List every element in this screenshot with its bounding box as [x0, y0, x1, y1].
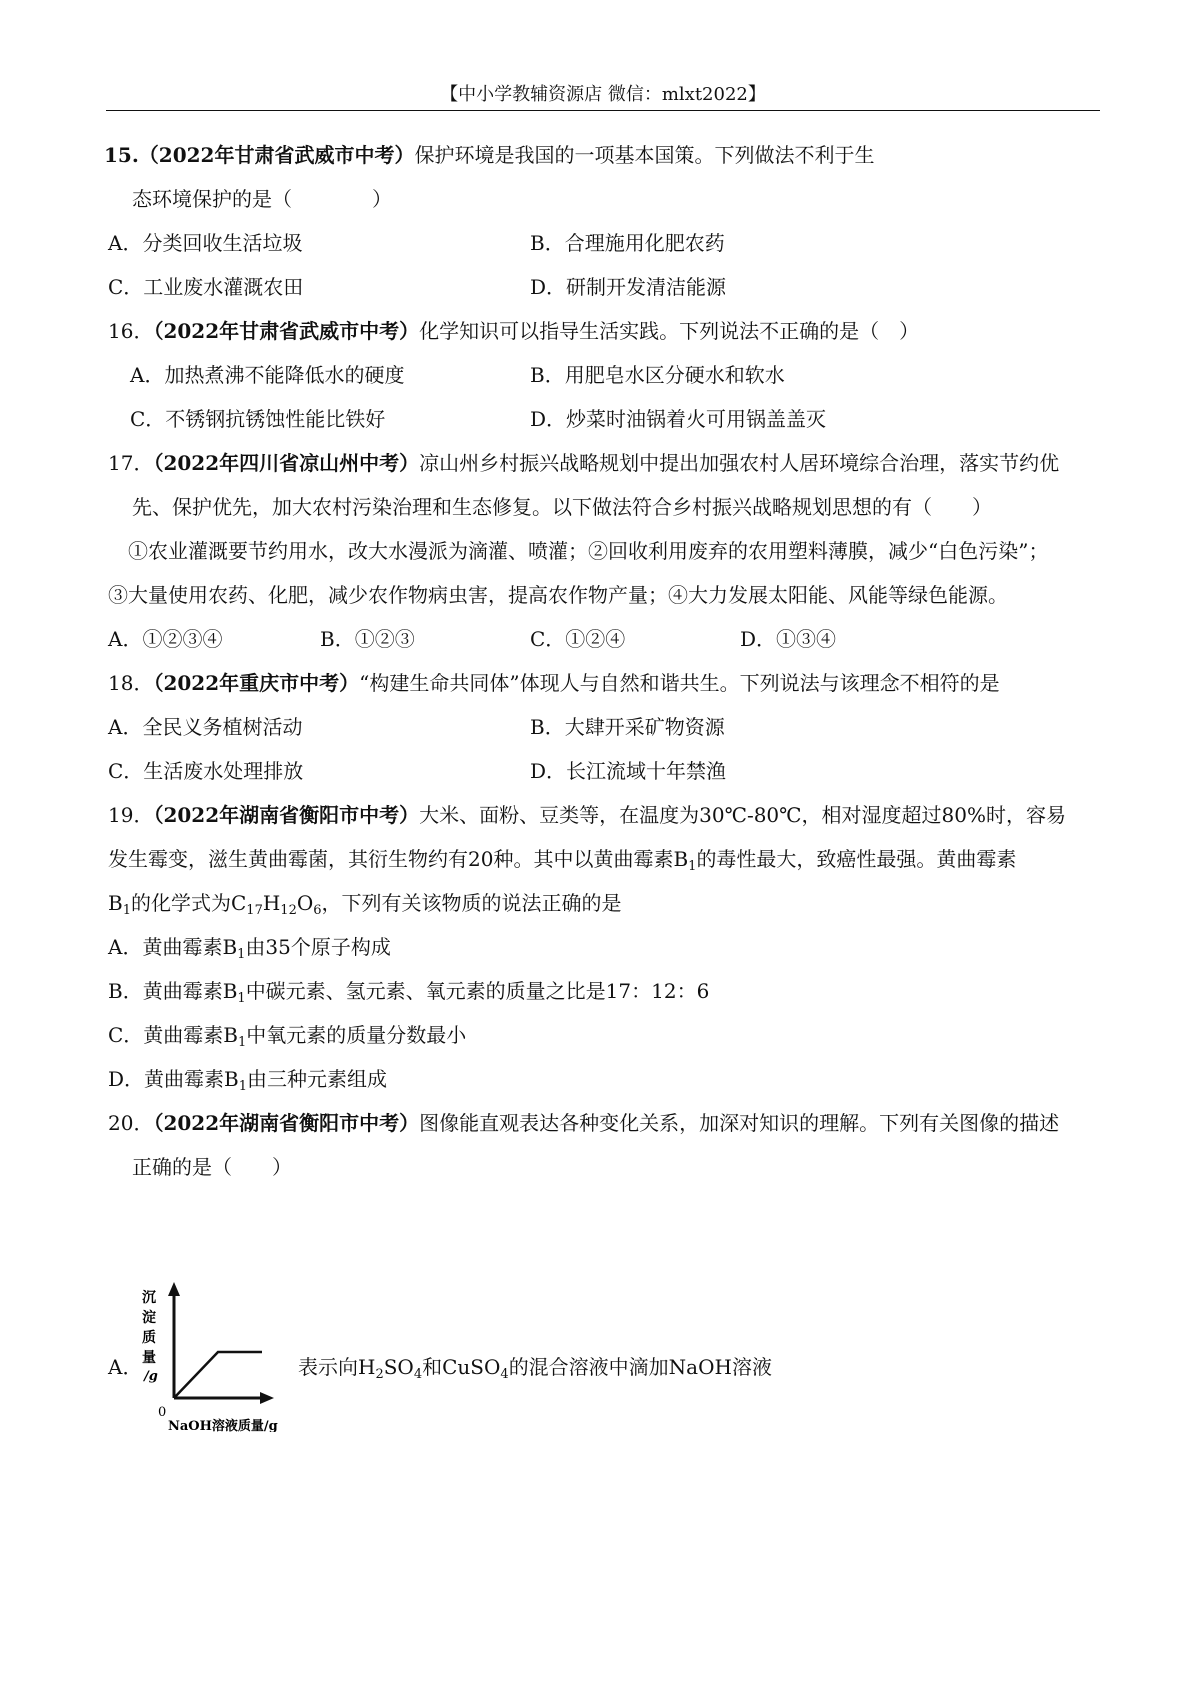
- q20-stem-line2: 正确的是（ ）: [132, 1155, 292, 1179]
- q17-stem-line2: 先、保护优先，加大农村污染治理和生态修复。以下做法符合乡村振兴战略规划思想的有（ ）: [132, 495, 992, 519]
- q18-option-b: B．大肆开采矿物资源: [530, 715, 725, 739]
- q15-stem-line1: [104, 140, 874, 170]
- q19-option-c-pre: C．黄曲霉素B: [108, 1023, 238, 1047]
- q17-stem: 凉山州乡村振兴战略规划中提出加强农村人居环境综合治理，落实节约优: [419, 451, 1060, 475]
- q16-number: 16．: [108, 319, 154, 343]
- q19-number: 19．: [108, 803, 154, 827]
- q16-stem: 化学知识可以指导生活实践。下列说法不正确的是（ ）: [419, 319, 920, 343]
- q19-option-c-post: 中氧元素的质量分数最小: [246, 1023, 467, 1047]
- q17-stem-line3: ①农业灌溉要节约用水，改大水漫派为滴灌、喷灌；②回收利用废弃的农用塑料薄膜，减少“白色污染”；: [128, 539, 1049, 563]
- q20-a-text4: 的混合溶液中滴加NaOH溶液: [508, 1355, 772, 1379]
- q19-stem-line1: [108, 800, 1066, 830]
- q16-option-b: B．用肥皂水区分硬水和软水: [530, 363, 785, 387]
- q16-option-a: A．加热煮沸不能降低水的硬度: [130, 363, 405, 387]
- graph-ylabel-4: 量: [142, 1350, 156, 1366]
- q15-source: （2022年甘肃省武威市中考）: [138, 143, 415, 167]
- q17-option-d: D．①③④: [740, 627, 837, 651]
- q20-stem: 图像能直观表达各种变化关系，加深对知识的理解。下列有关图像的描述: [419, 1111, 1060, 1135]
- q20-stem-line1: [108, 1108, 1059, 1138]
- q19-stem: 大米、面粉、豆类等，在温度为30℃-80℃，相对湿度超过80%时，容易: [419, 803, 1066, 827]
- q17-number: 17．: [108, 451, 154, 475]
- q19-stem-3e: ，下列有关该物质的说法正确的是: [321, 891, 622, 915]
- q15-number: 15.: [104, 143, 139, 167]
- q17-stem-line4: ③大量使用农药、化肥，减少农作物病虫害，提高农作物产量；④大力发展太阳能、风能等绿色能源。: [108, 583, 1008, 607]
- q16-stem-line1: [108, 316, 919, 346]
- q15-option-d: D．研制开发清洁能源: [530, 275, 727, 299]
- q16-source: （2022年甘肃省武威市中考）: [153, 319, 420, 343]
- q18-stem-line1: [108, 668, 1000, 698]
- q19-stem-line2: [108, 844, 1016, 874]
- graph-y-arrow: [168, 1282, 180, 1296]
- q19-stem-2b: 的毒性最大，致癌性最强。黄曲霉素: [696, 847, 1017, 871]
- q19-option-a-pre: A．黄曲霉素B: [108, 935, 238, 959]
- q19-stem-3b: 的化学式为C: [130, 891, 247, 915]
- q19-stem-3d: O: [296, 891, 314, 915]
- q19-option-c: [108, 1020, 466, 1050]
- q19-subscript-6: 6: [313, 903, 322, 918]
- q15-option-b: B．合理施用化肥农药: [530, 231, 725, 255]
- q19-option-c-sub: 1: [238, 1035, 247, 1050]
- q18-option-c: C．生活废水处理排放: [108, 759, 304, 783]
- page-header: 【中小学教辅资源店 微信：mlxt2022】: [440, 84, 766, 105]
- q16-option-c: C．不锈钢抗锈蚀性能比铁好: [130, 407, 386, 431]
- q17-stem-line1: [108, 448, 1059, 478]
- q19-stem-2a: 发生霉变，滋生黄曲霉菌，其衍生物约有20种。其中以黄曲霉素B: [108, 847, 689, 871]
- q20-a-sub4b: 4: [500, 1367, 509, 1382]
- q18-number: 18．: [108, 671, 154, 695]
- q18-option-d: D．长江流域十年禁渔: [530, 759, 727, 783]
- q19-option-d-pre: D．黄曲霉素B: [108, 1067, 239, 1091]
- graph-xlabel: NaOH溶液质量/g: [168, 1419, 278, 1432]
- q17-option-c: C．①②④: [530, 627, 626, 651]
- q19-option-a-post: 由35个原子构成: [245, 935, 391, 959]
- graph-ylabel-2: 淀: [142, 1310, 156, 1326]
- q19-stem-3a: B: [108, 891, 123, 915]
- q20-source: （2022年湖南省衡阳市中考）: [153, 1111, 420, 1135]
- graph-x-arrow: [260, 1392, 274, 1404]
- q18-source: （2022年重庆市中考）: [153, 671, 360, 695]
- q19-source: （2022年湖南省衡阳市中考）: [153, 803, 420, 827]
- q19-option-b-post: 中碳元素、氢元素、氧元素的质量之比是17：12：6: [245, 979, 710, 1003]
- q15-stem: 保护环境是我国的一项基本国策。下列做法不利于生: [414, 143, 875, 167]
- q18-option-a: A．全民义务植树活动: [108, 715, 303, 739]
- q19-option-b-pre: B．黄曲霉素B: [108, 979, 238, 1003]
- q17-option-a: A．①②③④: [108, 627, 223, 651]
- q19-option-d-post: 由三种元素组成: [247, 1067, 388, 1091]
- header-divider: [106, 110, 1100, 111]
- graph-ylabel-3: 质: [142, 1330, 156, 1346]
- q19-option-b-sub: 1: [237, 991, 246, 1006]
- q19-option-b: [108, 976, 709, 1006]
- q15-stem-line2: 态环境保护的是（ ）: [132, 187, 392, 211]
- q20-a-text3: 和CuSO: [422, 1355, 501, 1379]
- q19-subscript-1: 1: [688, 859, 697, 874]
- q20-option-a-graph: [138, 1280, 298, 1432]
- graph-ylabel-unit: /g: [144, 1369, 158, 1384]
- graph-origin: 0: [158, 1405, 167, 1420]
- q17-option-b: B．①②③: [320, 627, 415, 651]
- q19-option-a-sub: 1: [237, 947, 246, 962]
- q19-option-d: [108, 1064, 387, 1094]
- q15-option-c: C．工业废水灌溉农田: [108, 275, 304, 299]
- q20-a-sub2: 2: [375, 1367, 384, 1382]
- q19-option-d-sub: 1: [238, 1079, 248, 1094]
- q17-source: （2022年四川省凉山州中考）: [153, 451, 420, 475]
- q20-a-text2: SO: [383, 1355, 414, 1379]
- q19-subscript-12: 12: [280, 903, 297, 918]
- q20-option-a-text: [298, 1352, 772, 1382]
- q19-option-a: [108, 932, 391, 962]
- q19-stem-line3: [108, 888, 622, 918]
- q15-option-a: A．分类回收生活垃圾: [108, 231, 303, 255]
- q16-option-d: D．炒菜时油锅着火可用锅盖盖灭: [530, 407, 827, 431]
- q20-number: 20．: [108, 1111, 154, 1135]
- q19-subscript-17: 17: [246, 903, 263, 918]
- graph-curve: [174, 1352, 262, 1398]
- q19-subscript-1b: 1: [122, 903, 131, 918]
- q19-stem-3c: H: [262, 891, 281, 915]
- q20-option-a-label: A．: [108, 1355, 143, 1379]
- q20-a-text1: 表示向H: [298, 1355, 376, 1379]
- graph-ylabel-1: 沉: [142, 1290, 156, 1306]
- q20-a-sub4a: 4: [413, 1367, 423, 1382]
- q18-stem: “构建生命共同体”体现人与自然和谐共生。下列说法与该理念不相符的是: [359, 671, 1000, 695]
